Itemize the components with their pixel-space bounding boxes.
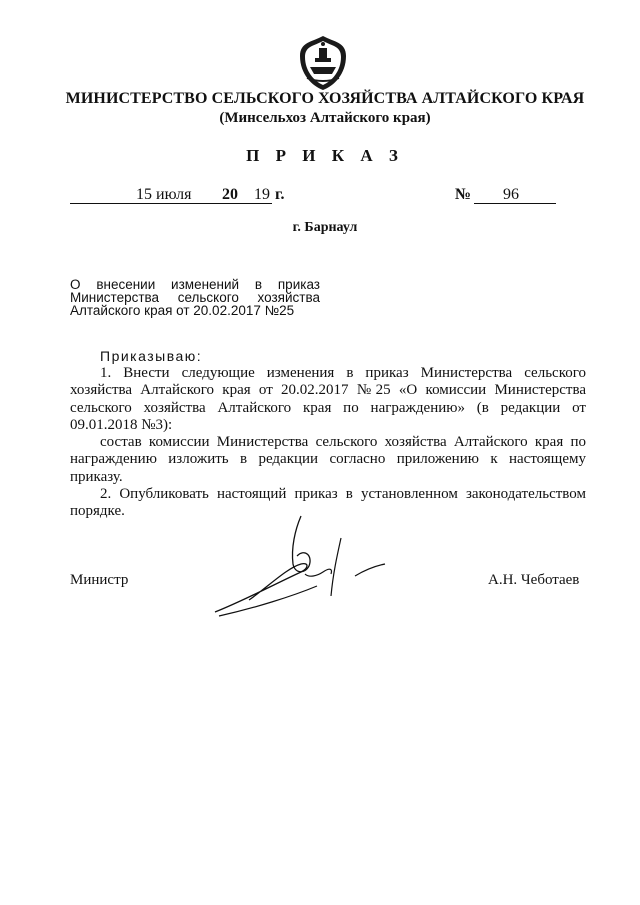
order-item-2: 2. Опубликовать настоящий приказ в установленном законодательством порядке.	[70, 486, 586, 520]
document-type: П Р И К А З	[246, 146, 404, 165]
number-label: №	[455, 186, 472, 203]
date-year-prefix: 20	[222, 186, 238, 203]
order-item-1-detail: состав комиссии Министерства сельского хозяйства Алтайского края по награждению изложить в редакции согласно приложению к настоящему приказу.	[70, 434, 586, 485]
order-subject	[70, 278, 320, 317]
order-word: Приказываю:	[100, 348, 203, 364]
date-day-month: 15 июля	[136, 186, 192, 203]
coat-of-arms-emblem	[292, 34, 354, 92]
place-of-issue: г. Барнаул	[292, 220, 358, 235]
document-number: 96	[503, 186, 519, 203]
order-body	[70, 365, 586, 521]
date-year-suffix: 19	[254, 186, 270, 203]
ministry-short-name: (Минсельхоз Алтайского края)	[219, 110, 431, 126]
signatory-name: А.Н. Чеботаев	[488, 572, 580, 588]
subject-line: Министерства сельского хозяйства	[70, 290, 320, 305]
handwritten-signature	[205, 512, 395, 624]
order-item-1: 1. Внести следующие изменения в приказ Министерства сельского хозяйства Алтайского края от 20.02.2017 №25 «О комиссии Министерства сельского хозяйства Алтайского края по награждению» (в редакции от 09.01.2018 №3):	[70, 365, 586, 433]
subject-line: Алтайского края от 20.02.2017 №25	[70, 303, 295, 318]
subject-line: О внесении изменений в приказ	[70, 277, 320, 292]
signatory-position: Министр	[70, 572, 129, 588]
date-year-label: г.	[275, 186, 285, 203]
ministry-name: МИНИСТЕРСТВО СЕЛЬСКОГО ХОЗЯЙСТВА АЛТАЙСКОГО КРАЯ	[65, 90, 585, 107]
